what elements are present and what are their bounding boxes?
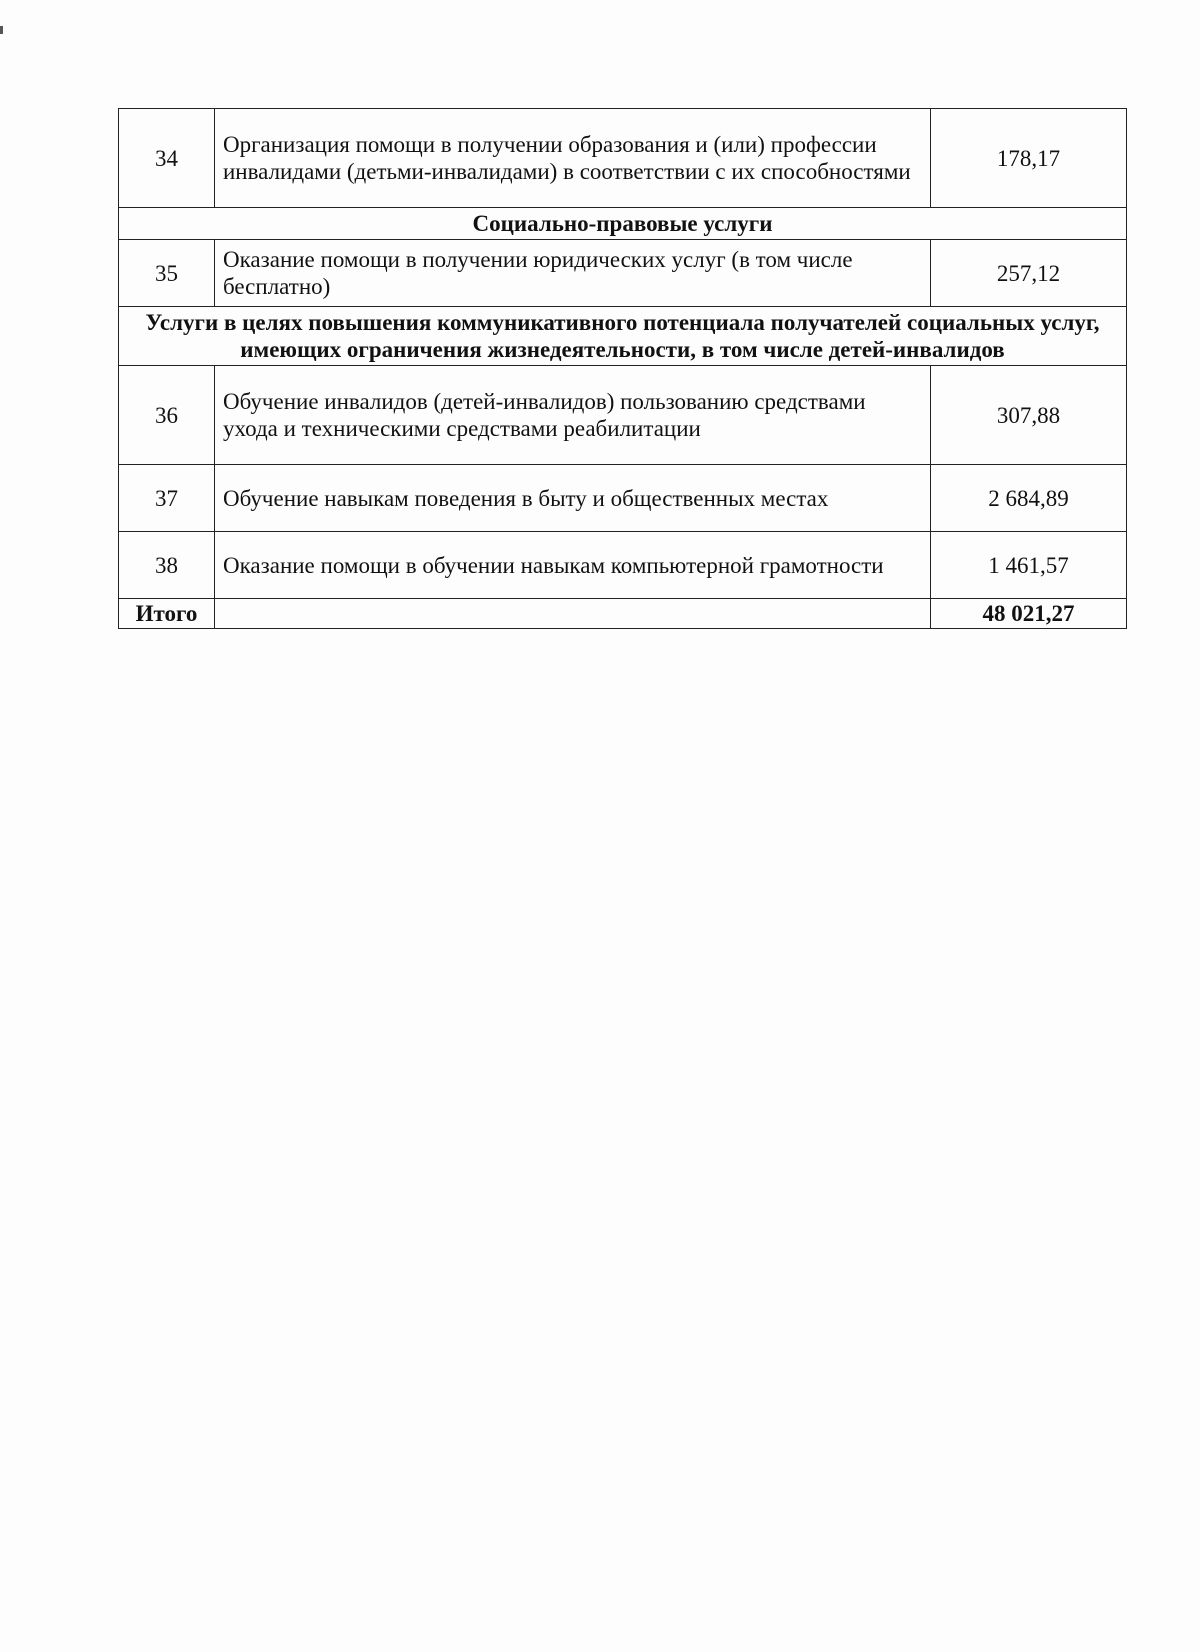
row-number: 34: [119, 109, 215, 208]
service-price: 2 684,89: [931, 465, 1127, 532]
service-price: 307,88: [931, 366, 1127, 465]
service-name: Обучение навыкам поведения в быту и общественных местах: [215, 465, 931, 532]
service-name: Оказание помощи в получении юридических услуг (в том числе бесплатно): [215, 240, 931, 307]
service-price: 178,17: [931, 109, 1127, 208]
scan-artifact: [0, 26, 3, 34]
table-row: [119, 240, 1127, 307]
service-price: 257,12: [931, 240, 1127, 307]
row-number: 36: [119, 366, 215, 465]
services-price-table: [118, 108, 1127, 629]
row-number: 38: [119, 532, 215, 599]
service-name: Оказание помощи в обучении навыкам компьютерной грамотности: [215, 532, 931, 599]
row-number: 35: [119, 240, 215, 307]
total-name: [215, 599, 931, 629]
table-row: [119, 109, 1127, 208]
table-row: [119, 465, 1127, 532]
table-row: [119, 366, 1127, 465]
total-price: 48 021,27: [931, 599, 1127, 629]
service-name: Обучение инвалидов (детей-инвалидов) пользованию средствами ухода и техническими средствами реабилитации: [215, 366, 931, 465]
section-header-row: [119, 307, 1127, 366]
section-header-row: [119, 208, 1127, 240]
section-title: Услуги в целях повышения коммуникативного потенциала получателей социальных услуг, имеющих ограничения жизнедеятельности, в том числе детей-инвалидов: [119, 307, 1127, 366]
row-number: 37: [119, 465, 215, 532]
total-label: Итого: [119, 599, 215, 629]
service-name: Организация помощи в получении образования и (или) профессии инвалидами (детьми-инвалидами) в соответствии с их способностями: [215, 109, 931, 208]
section-title: Социально-правовые услуги: [119, 208, 1127, 240]
service-price: 1 461,57: [931, 532, 1127, 599]
table-row: [119, 532, 1127, 599]
total-row: [119, 599, 1127, 629]
